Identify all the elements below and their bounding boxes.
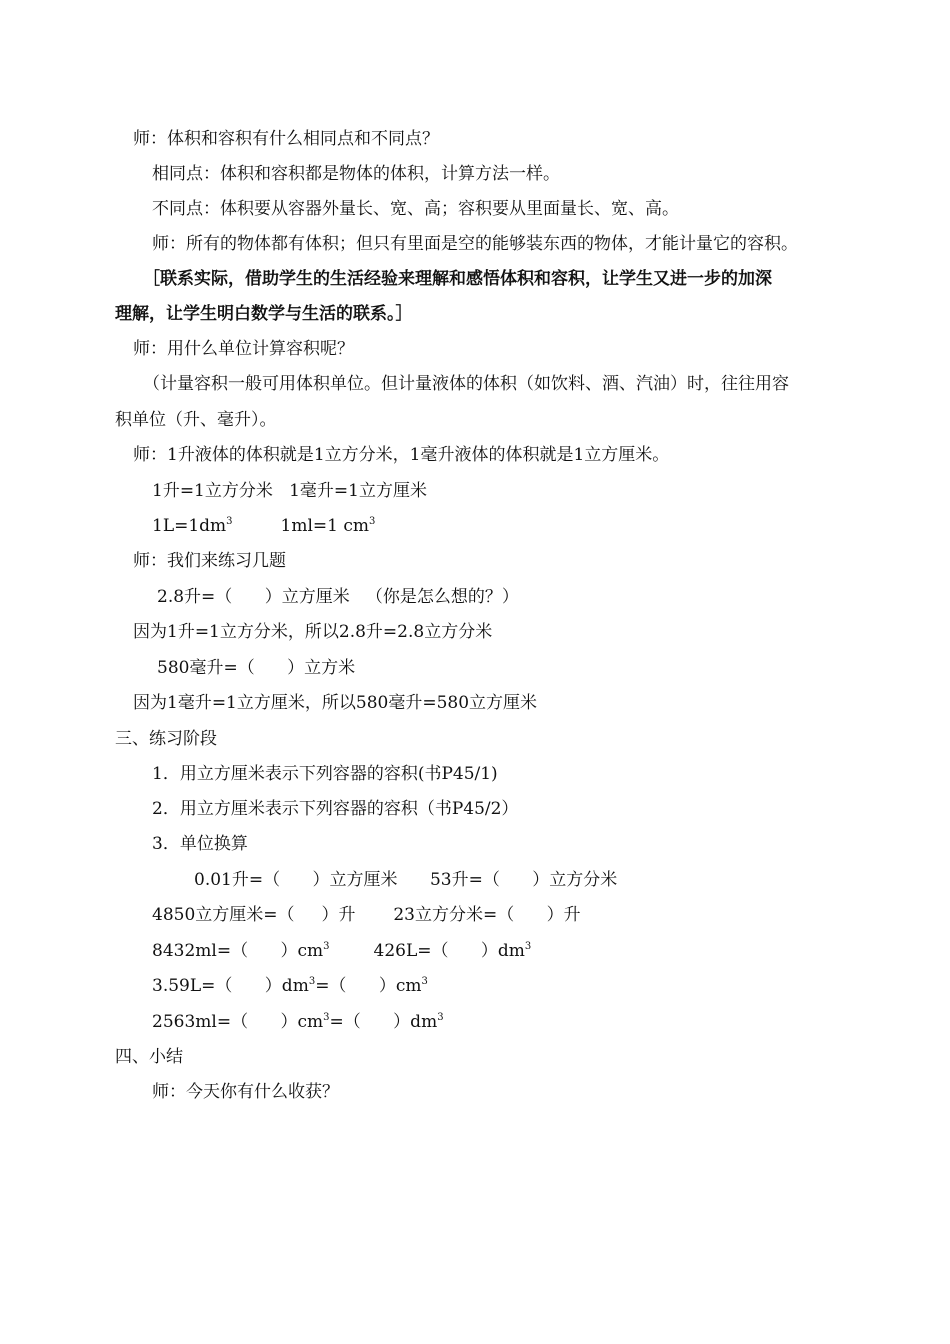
exercise-2-8-answer: 因为1升=1立方分米，所以2.8升=2.8立方分米 — [133, 622, 493, 642]
superscript-3: 3 — [421, 976, 428, 987]
practice-item-3: 3．单位换算 — [152, 834, 248, 854]
conversion-l-to-cm3-part2: =（ ）cm — [315, 976, 422, 996]
superscript-3: 3 — [226, 516, 233, 527]
dialogue-question-difference: 师：体积和容积有什么相同点和不同点？ — [133, 129, 439, 149]
superscript-3: 3 — [308, 976, 316, 987]
exercise-580-ml: 580毫升=（ ）立方米 — [157, 658, 356, 678]
difference-point-text: 不同点：体积要从容器外量长、宽、高；容积要从里面量长、宽、高。 — [152, 199, 679, 219]
conversion-row-3 — [152, 940, 531, 962]
liter-definition: 师：1升液体的体积就是1立方分米，1毫升液体的体积就是1立方厘米。 — [133, 445, 670, 465]
unit-equation-symbols — [152, 515, 375, 537]
superscript-3: 3 — [524, 941, 532, 952]
conversion-l-to-dm3: 426L=（ ）dm — [373, 941, 525, 961]
practice-intro: 师：我们来练习几题 — [133, 551, 286, 571]
design-note-line1: ［联系实际，借助学生的生活经验来理解和感悟体积和容积，让学生又进一步的加深 — [143, 269, 772, 289]
superscript-3: 3 — [369, 516, 376, 527]
unit-explanation-line1: （计量容积一般可用体积单位。但计量液体的体积（如饮料、酒、汽油）时，往往用容 — [143, 374, 789, 394]
conversion-row-1: 0.01升=（ ）立方厘米 53升=（ ）立方分米 — [194, 870, 618, 890]
conversion-ml-to-dm3-part2: =（ ）dm — [329, 1012, 438, 1032]
conversion-ml-to-cm3: 8432ml=（ ）cm — [152, 941, 324, 961]
design-note-line2: 理解，让学生明白数学与生活的联系。］ — [115, 304, 413, 324]
exercise-2-8-liter: 2.8升=（ ）立方厘米 （你是怎么想的？） — [157, 587, 519, 607]
milliliter-equation: 1ml=1 cm — [280, 516, 370, 536]
practice-item-2: 2．用立方厘米表示下列容器的容积（书P45/2） — [152, 799, 519, 819]
question-unit: 师：用什么单位计算容积呢？ — [133, 339, 354, 359]
section-summary-heading: 四、小结 — [115, 1047, 183, 1067]
teacher-explanation-volume: 师：所有的物体都有体积；但只有里面是空的能够装东西的物体，才能计量它的容积。 — [152, 234, 798, 254]
superscript-3: 3 — [437, 1012, 444, 1023]
section-practice-heading: 三、练习阶段 — [115, 729, 217, 749]
same-point-text: 相同点：体积和容积都是物体的体积，计算方法一样。 — [152, 164, 560, 184]
conversion-row-4 — [152, 975, 428, 997]
superscript-3: 3 — [323, 941, 330, 952]
summary-question: 师：今天你有什么收获？ — [152, 1082, 339, 1102]
superscript-3: 3 — [323, 1012, 330, 1023]
liter-equation: 1L=1dm — [152, 516, 227, 536]
conversion-row-5 — [152, 1011, 444, 1033]
unit-equation-chinese: 1升=1立方分米 1毫升=1立方厘米 — [152, 481, 427, 501]
conversion-l-to-dm3-part1: 3.59L=（ ）dm — [152, 976, 309, 996]
exercise-580-answer: 因为1毫升=1立方厘米，所以580毫升=580立方厘米 — [133, 693, 538, 713]
practice-item-1: 1．用立方厘米表示下列容器的容积(书P45/1) — [152, 764, 498, 784]
conversion-ml-to-cm3-part1: 2563ml=（ ）cm — [152, 1012, 324, 1032]
conversion-row-2: 4850立方厘米=（ ）升 23立方分米=（ ）升 — [152, 905, 581, 925]
unit-explanation-line2: 积单位（升、毫升）。 — [115, 410, 277, 430]
